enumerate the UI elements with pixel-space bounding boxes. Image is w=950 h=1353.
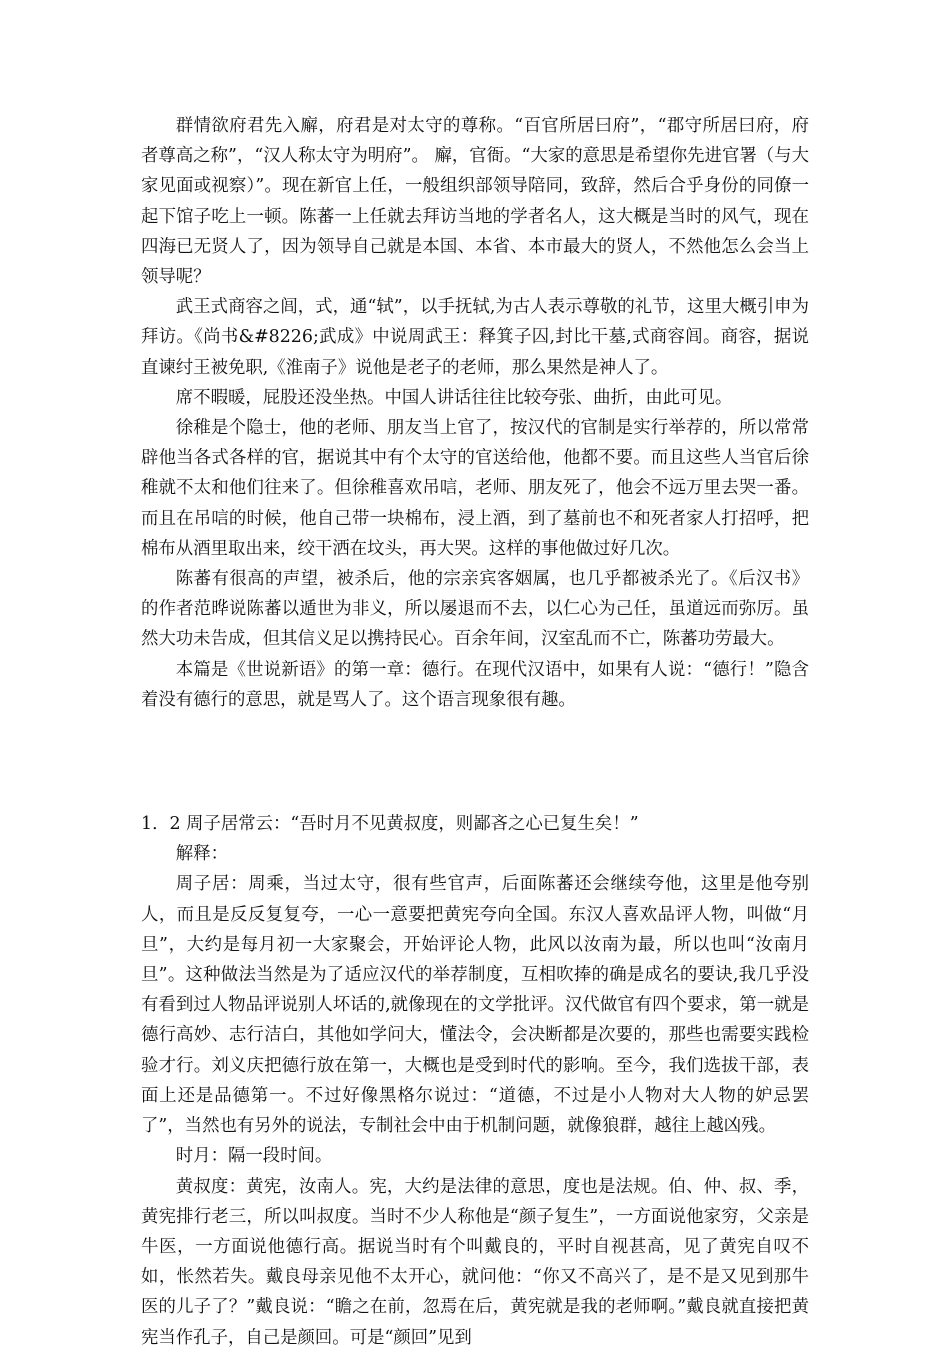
paragraph: 时月：隔一段时间。 — [175, 1146, 333, 1167]
paragraph: 本篇是《世说新语》的第一章：德行。在现代汉语中，如果有人说：“德行！”隐含着没有德行的意思，就是骂人了。这个语言现象很有趣。 — [141, 659, 809, 710]
paragraph: 群情欲府君先入廨，府君是对太守的尊称。“百官所居曰府”，“郡守所居曰府，府者尊高之称”，“汉人称太守为明府”。 廨，官衙。“大家的意思是希望你先进官署（与大家见面或视察）”。现在新官上任，一般组织部领导陪同，致辞，然后合乎身份的同僚一起下馆子吃上一顿。陈蕃一上任就去拜访当地的学者名人，这大概是当时的风气，现在四海已无贤人了，因为领导自己就是本国、本省、本市最大的贤人，不然他怎么会当上领导呢？ — [141, 116, 809, 288]
section-spacer — [141, 715, 809, 809]
paragraph: 徐稚是个隐士，他的老师、朋友当上官了，按汉代的官制是实行举荐的，所以常常辟他当各式各样的官，据说其中有个太守的官送给他，他都不要。而且这些人当官后徐稚就不太和他们往来了。但徐稚喜欢吊唁，老师、朋友死了，他会不远万里去哭一番。而且在吊唁的时候，他自己带一块棉布，浸上酒，到了墓前也不和死者家人打招呼，把棉布从酒里取出来，绞干洒在坟头，再大哭。这样的事他做过好几次。 — [141, 418, 809, 559]
explanation-label: 解释： — [175, 844, 228, 865]
paragraph: 陈蕃有很高的声望，被杀后，他的宗亲宾客姻属，也几乎都被杀光了。《后汉书》的作者范晔说陈蕃以遁世为非义，所以屡退而不去，以仁心为己任，虽道远而弥厉。虽然大功未告成，但其信义足以携持民心。百余年间，汉室乱而不亡，陈蕃功劳最大。 — [141, 569, 809, 650]
section-heading: 1．2 周子居常云：“吾时月不见黄叔度，则鄙吝之心已复生矣！” — [141, 814, 639, 835]
paragraph: 周子居：周乘，当过太守，很有些官声，后面陈蕃还会继续夸他，这里是他夸别人，而且是反反复复夸，一心一意要把黄宪夸向全国。东汉人喜欢品评人物，叫做“月旦”，大约是每月初一大家聚会，开始评论人物，此风以汝南为最，所以也叫“汝南月旦”。这种做法当然是为了适应汉代的举荐制度，互相吹捧的确是成名的要诀,我几乎没有看到过人物品评说别人坏话的,就像现在的文学批评。汉代做官有四个要求，第一就是德行高妙、志行洁白，其他如学问大，懂法令，会决断都是次要的，那些也需要实践检验才行。刘义庆把德行放在第一，大概也是受到时代的影响。至今，我们选拔干部，表面上还是品德第一。不过好像黑格尔说过：“道德，不过是小人物对大人物的妒忌罢了”，当然也有另外的说法，专制社会中由于机制问题，就像狼群，越往上越凶残。 — [141, 874, 809, 1137]
document-page — [141, 111, 809, 1353]
paragraph: 武王式商容之闾，式，通“轼”，以手抚轼,为古人表示尊敬的礼节，这里大概引申为拜访。《尚书&#8226;武成》中说周武王：释箕子囚,封比干墓,式商容闾。商容，据说直谏纣王被免职,《淮南子》说他是老子的老师，那么果然是神人了。 — [141, 297, 809, 378]
paragraph: 席不暇暖，屁股还没坐热。中国人讲话往往比较夸张、曲折，由此可见。 — [175, 387, 733, 408]
paragraph: 黄叔度：黄宪，汝南人。宪，大约是法律的意思，度也是法规。伯、仲、叔、季，黄宪排行老三，所以叫叔度。当时不少人称他是“颜子复生”，一方面说他家穷，父亲是牛医，一方面说他德行高。据说当时有个叫戴良的，平时自视甚高，见了黄宪自叹不如，怅然若失。戴良母亲见他不太开心，就问他：“你又不高兴了，是不是又见到那牛医的儿子了？”戴良说：“瞻之在前，忽焉在后，黄宪就是我的老师啊。”戴良就直接把黄宪当作孔子，自己是颜回。可是“颜回”见到 — [141, 1176, 809, 1348]
